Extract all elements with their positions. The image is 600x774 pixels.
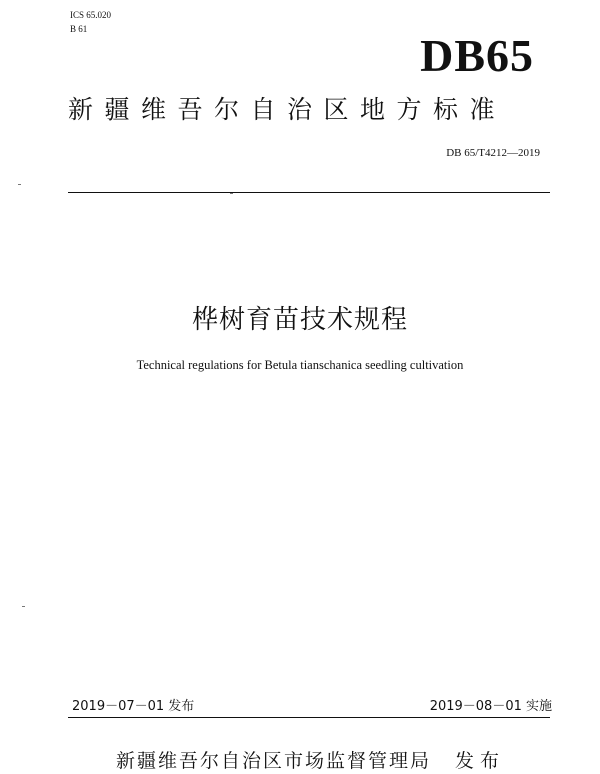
publisher-name: 新疆维吾尔自治区市场监督管理局: [116, 750, 432, 772]
top-divider: [68, 192, 550, 193]
standard-number: DB 65/T4212—2019: [446, 147, 540, 159]
scan-speck: [22, 606, 25, 607]
scan-speck: [18, 184, 21, 185]
document-title-english: Technical regulations for Betula tianschanica seedling cultivation: [136, 358, 464, 372]
issue-date: 2019－07－01 发布: [72, 699, 195, 714]
scan-speck: [230, 193, 233, 194]
standard-logo: DB65: [420, 30, 534, 81]
implementation-date: 2019－08－01 实施: [429, 699, 552, 714]
document-title-chinese: 桦树育苗技术规程: [191, 305, 408, 335]
bottom-divider: [68, 717, 550, 718]
publish-label: 发布: [455, 750, 506, 772]
ics-code: ICS 65.020: [70, 10, 112, 20]
ccs-code: B 61: [70, 24, 88, 34]
standard-category-title: 新疆维吾尔自治区地方标准: [68, 95, 507, 124]
